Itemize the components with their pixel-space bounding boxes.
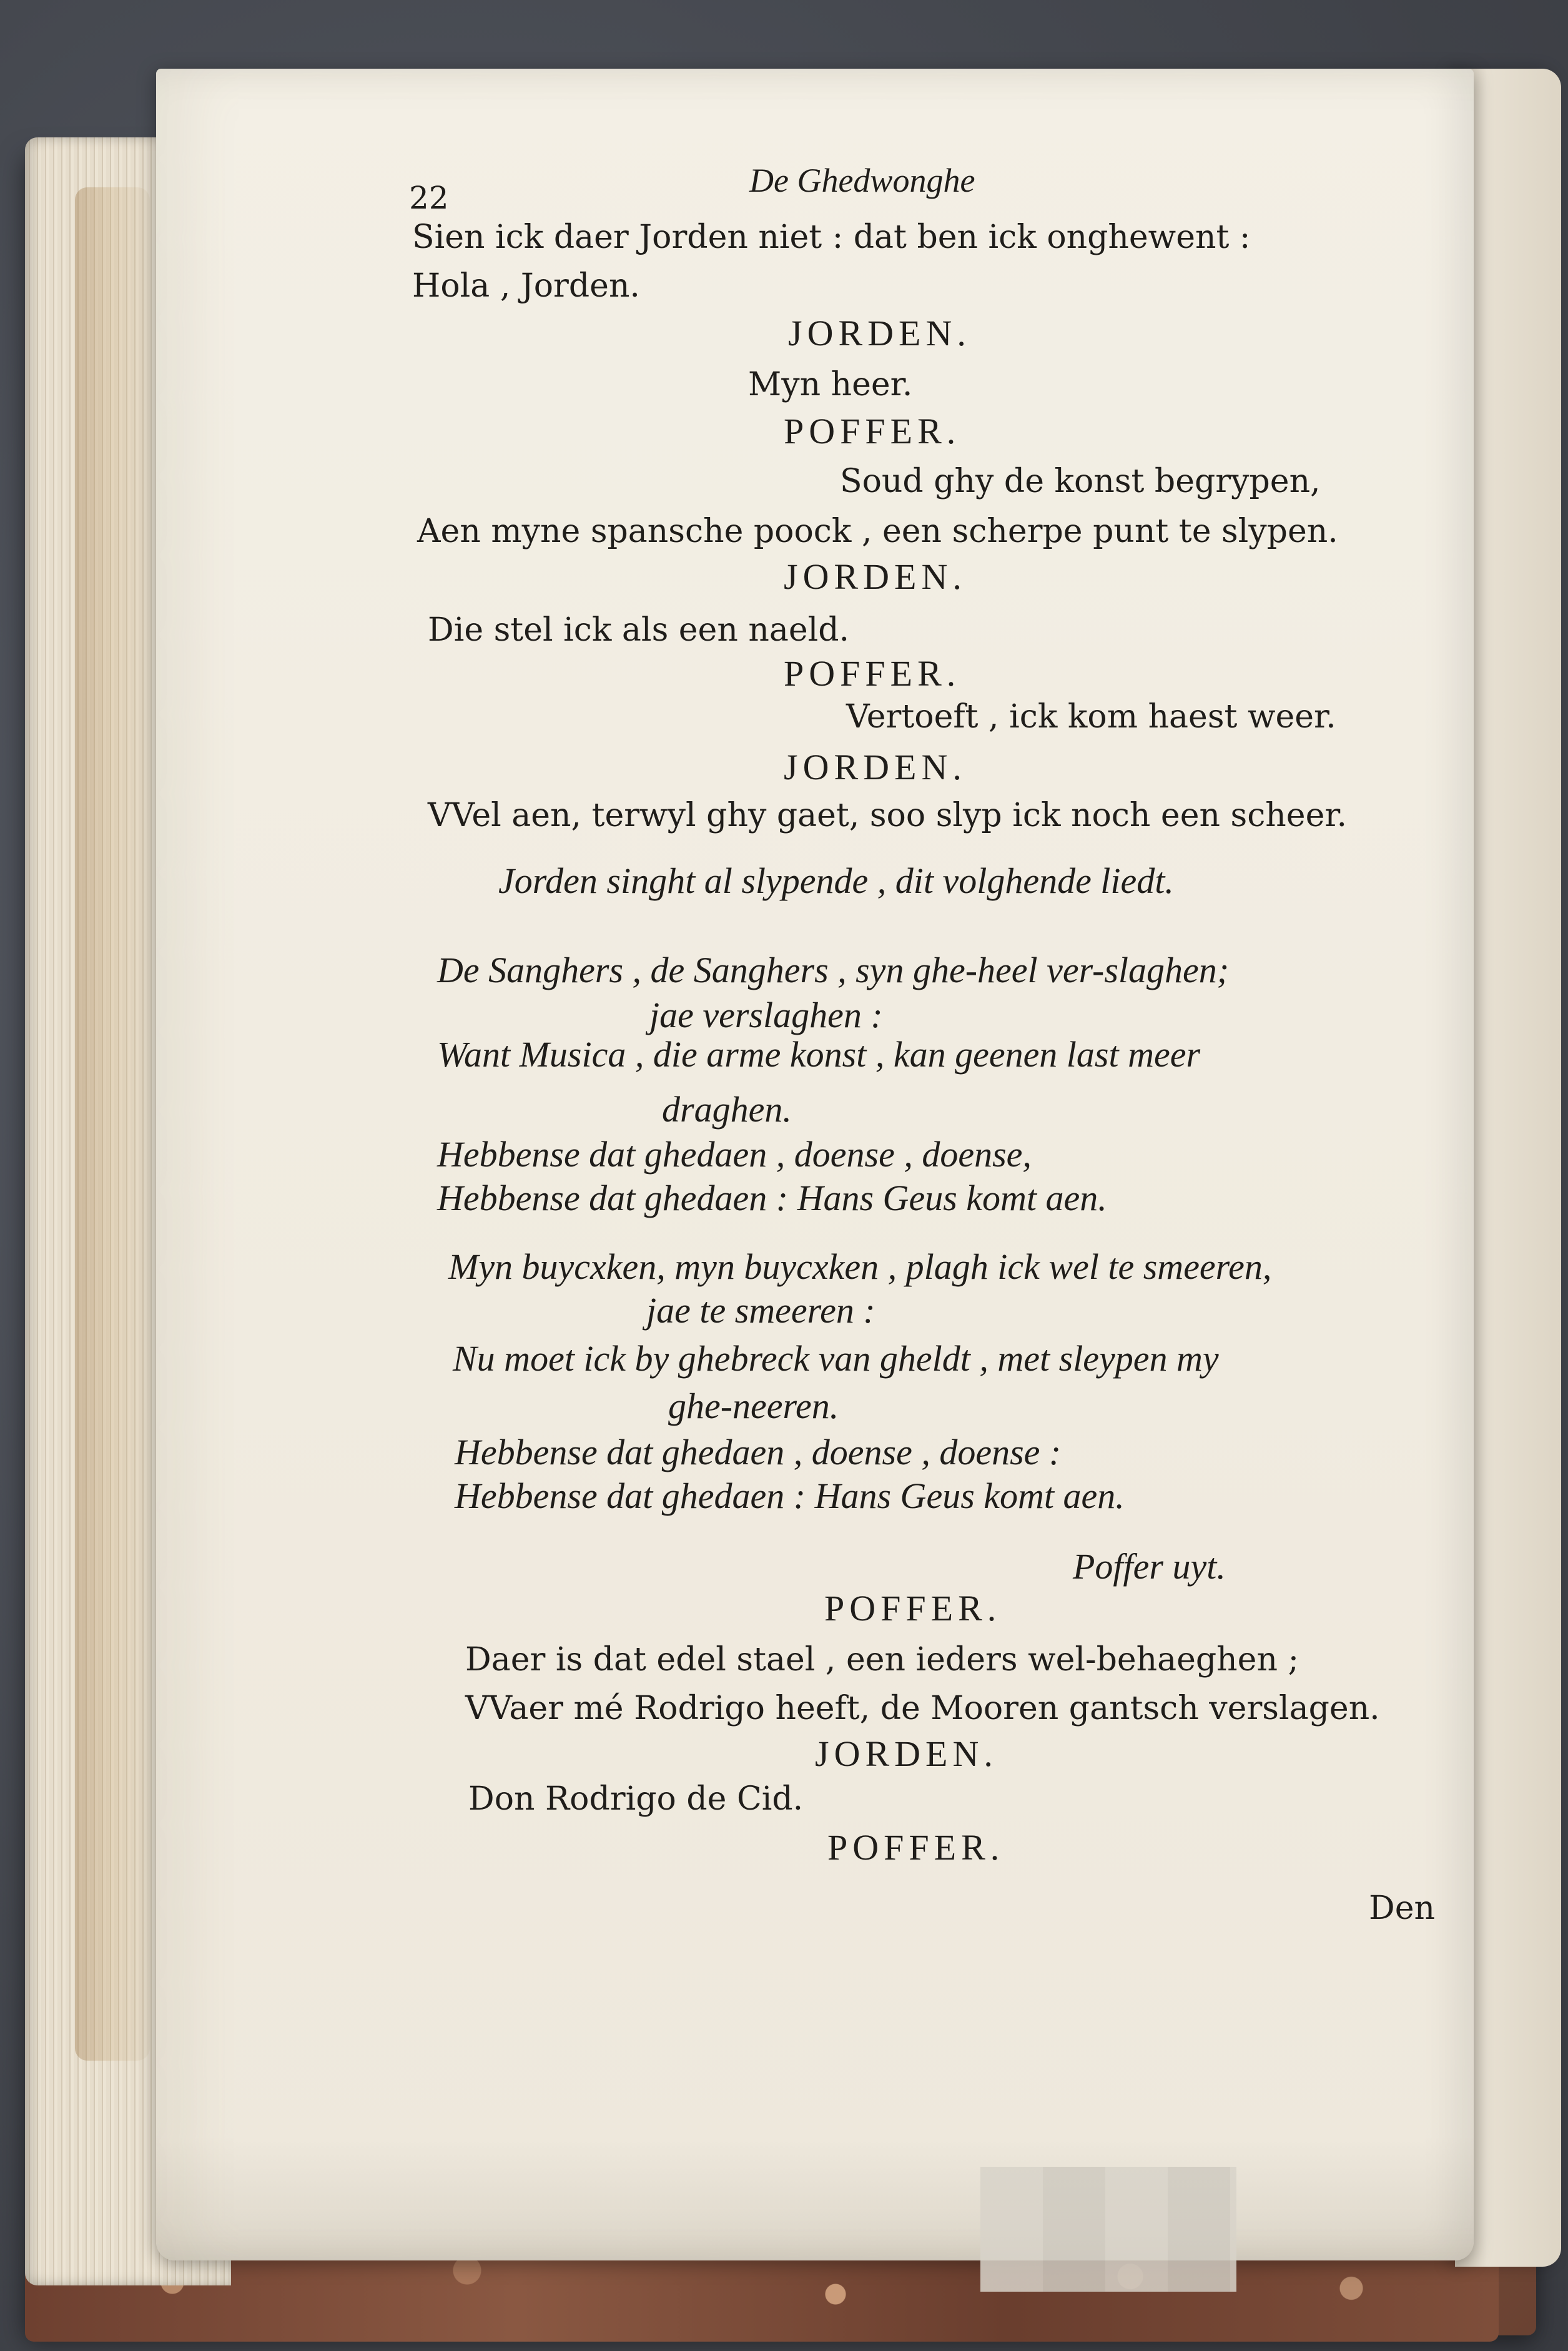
stage-direction: Poffer uyt. [1073,1546,1226,1587]
catchword: Den [1369,1890,1435,1927]
verse-line: Hebbense dat ghedaen , doense , doense, [437,1134,1032,1175]
verse-line: Want Musica , die arme konst , kan geenen last meer [437,1034,1201,1075]
verse-line: Hebbense dat ghedaen : Hans Geus komt aen. [437,1178,1107,1218]
page-number: 22 [409,180,449,216]
verse-line: jae verslaghen : [649,995,883,1035]
redaction-patch [980,2167,1236,2292]
verse-line: ghe-neeren. [668,1386,839,1426]
verse-line: Myn buycxken, myn buycxken , plagh ick wel te smeeren, [448,1246,1272,1287]
verse-line: Hebbense dat ghedaen , doense , doense : [455,1432,1062,1472]
verse-line: Hebbense dat ghedaen : Hans Geus komt aen. [455,1476,1125,1516]
speaker-name: POFFER. [784,411,961,451]
text-line: Aen myne spansche poock , een scherpe punt te slypen. [417,513,1338,550]
text-line: Soud ghy de konst begrypen, [840,463,1321,500]
page-bottom-shadow [156,2136,1474,2260]
verse-line: De Sanghers , de Sanghers , syn ghe-heel ver-slaghen; [437,950,1230,990]
speaker-name: JORDEN. [815,1733,998,1774]
speaker-name: JORDEN. [788,313,971,353]
speaker-name: JORDEN. [784,747,967,787]
text-line: Die stel ick als een naeld. [428,611,850,649]
text-line: Daer is dat edel stael , een ieders wel-behaeghen ; [465,1641,1299,1678]
speaker-name: POFFER. [784,653,961,694]
stage-direction: Jorden singht al slypende , dit volghende liedt. [498,860,1174,901]
speaker-name: POFFER. [824,1588,1002,1629]
verse-line: Nu moet ick by ghebreck van gheldt , met sleypen my [453,1338,1219,1379]
running-head: De Ghedwonghe [749,162,975,199]
speaker-name: JORDEN. [784,556,967,597]
verse-line: draghen. [662,1089,792,1130]
text-line: VVel aen, terwyl ghy gaet, soo slyp ick noch een scheer. [428,797,1348,834]
text-line: VVaer mé Rodrigo heeft, de Mooren gantsch verslagen. [465,1690,1380,1727]
text-line: Sien ick daer Jorden niet : dat ben ick onghewent : [412,219,1251,256]
verse-line: jae te smeeren : [646,1290,875,1331]
text-line: Vertoeft , ick kom haest weer. [846,698,1336,736]
text-line: Myn heer. [748,366,913,403]
page-stack-stain [75,187,150,2061]
text-line: Hola , Jorden. [412,267,640,305]
speaker-name: POFFER. [827,1827,1005,1868]
text-line: Don Rodrigo de Cid. [468,1780,804,1818]
